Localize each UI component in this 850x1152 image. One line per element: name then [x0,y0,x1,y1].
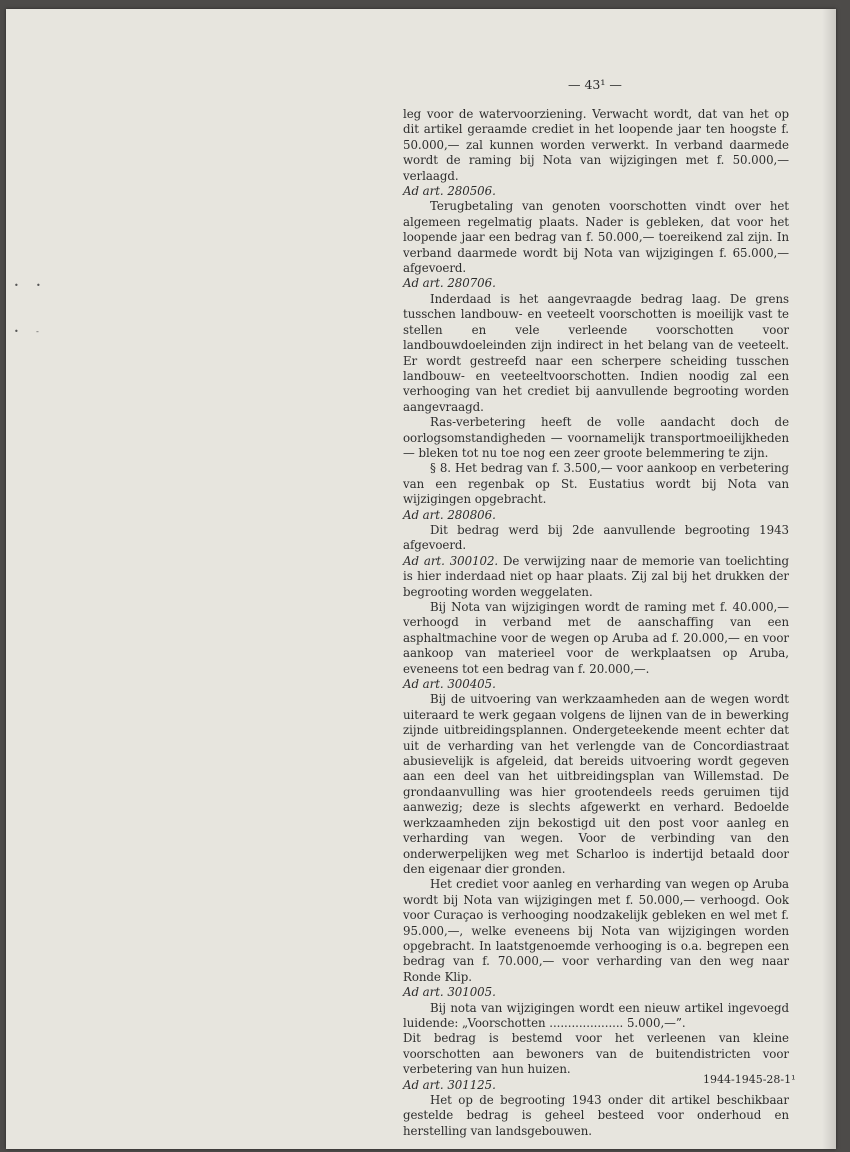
paragraph: Dit bedrag werd bij 2de aanvullende begrooting 1943 afgevoerd. [403,522,789,553]
article-heading: Ad art. 280706. [403,276,496,291]
margin-dot: • [14,281,19,290]
paragraph: Terugbetaling van genoten voorschotten vindt over het algemeen regelmatig plaats. Nader is gebleken, dat voor het loopende jaar een bedrag van f. 50.000,— toereikend zal zijn. In verband daarmede wordt bij Nota van wijzigingen f. 65.000,— afgevoerd. [403,199,789,276]
paragraph: Het crediet voor aanleg en verharding van wegen op Aruba wordt bij Nota van wijzigingen met f. 50.000,— verhoogd. Ook voor Curaçao is verhooging noodzakelijk gebleken en wel met f. 95.000,—, welke eveneens bij Nota van wijzigingen worden opgebracht. In laatstgenoemde verhooging is o.a. begrepen een bedrag van f. 70.000,— voor verharding van den weg naar Ronde Klip. [403,877,789,984]
article-heading: Ad art. 301125. [403,1077,496,1092]
document-page [6,9,836,1149]
margin-dot: • [14,327,19,336]
paragraph: Het op de begrooting 1943 onder dit artikel beschikbaar gestelde bedrag is geheel besteed voor onderhoud en herstelling van landsgebouwen. [403,1093,789,1138]
paragraph: Ras-verbetering heeft de volle aandacht doch de oorlogsomstandigheden — voornamelijk transportmoeilijkheden — bleken tot nu toe nog een zeer groote belemmering te zijn. [403,415,789,460]
paragraph: § 8. Het bedrag van f. 3.500,— voor aankoop en verbetering van een regenbak op St. Eustatius wordt bij Nota van wijzigingen opgebracht. [403,461,789,507]
article-heading: Ad art. 300405. [403,677,496,692]
paragraph [403,554,789,600]
article-heading: Ad art. 301005. [403,985,496,1000]
article-heading: Ad art. 300102. [403,553,499,568]
paragraph-text: De verwijzing naar de memorie van toelichting is hier inderdaad niet op haar plaats. Zij zal bij het drukken der begrooting worden weggelaten. [403,553,789,599]
paragraph: Bij nota van wijzigingen wordt een nieuw artikel ingevoegd luidende: „Voorschotten .................... 5.000,—”. [403,1000,789,1030]
paragraph: Bij de uitvoering van werkzaamheden aan de wegen wordt uiteraard te werk gegaan volgens de lijnen van de in bewerking zijnde uitbreidingsplannen. Ondergeteekende meent echter dat uit de verharding van het verlengde van de Concordiastraat abusievelijk is afgeleid, dat bereids uitvoering wordt gegeven aan een deel van het uitbreidingsplan van Willemstad. De grondaanvulling was hier grootendeels reeds geruimen tijd aanwezig; deze is slechts afgewerkt en verhard. Bedoelde werkzaamheden zijn bekostigd uit den post voor aanleg en verharding van wegen. Voor de verbinding van den onderwerpelijken weg met Scharloo is indertijd betaald door den eigenaar dier gronden. [403,692,789,876]
page-edge-shadow [822,9,836,1149]
paragraph: Bij Nota van wijzigingen wordt de raming met f. 40.000,— verhoogd in verband met de aanschaffing van een asphaltmachine voor de wegen op Aruba ad f. 20.000,— en voor aankoop van materieel voor de werkplaatsen op Aruba, eveneens tot een bedrag van f. 20.000,—. [403,600,789,676]
page-number: — 43¹ — [568,77,622,92]
margin-dot: • [36,281,41,290]
paragraph: leg voor de watervoorziening. Verwacht wordt, dat van het op dit artikel geraamde crediet in het loopende jaar ten hoogste f. 50.000,— zal kunnen worden verwerkt. In verband daarmede wordt de raming bij Nota van wijzigingen met f. 50.000,— verlaagd. [403,107,789,183]
paragraph: Dit bedrag is bestemd voor het verleenen van kleine voorschotten aan bewoners van de buitendistricten voor verbetering van hun huizen. [403,1031,789,1077]
article-heading: Ad art. 280506. [403,184,496,199]
document-code: 1944-1945-28-1¹ [703,1073,796,1086]
article-heading: Ad art. 280806. [403,507,496,522]
document-body [403,107,789,1139]
margin-dash: - [36,327,39,336]
paragraph: Inderdaad is het aangevraagde bedrag laag. De grens tusschen landbouw- en veeteelt voorschotten is moeilijk vast te stellen en vele verleende voorschotten voor landbouwdoeleinden zijn indirect in het belang van de veeteelt. Er wordt gestreefd naar een scherpere scheiding tusschen landbouw- en veeteeltvoorschotten. Indien noodig zal een verhooging van het crediet bij aanvullende begrooting worden aangevraagd. [403,291,789,414]
